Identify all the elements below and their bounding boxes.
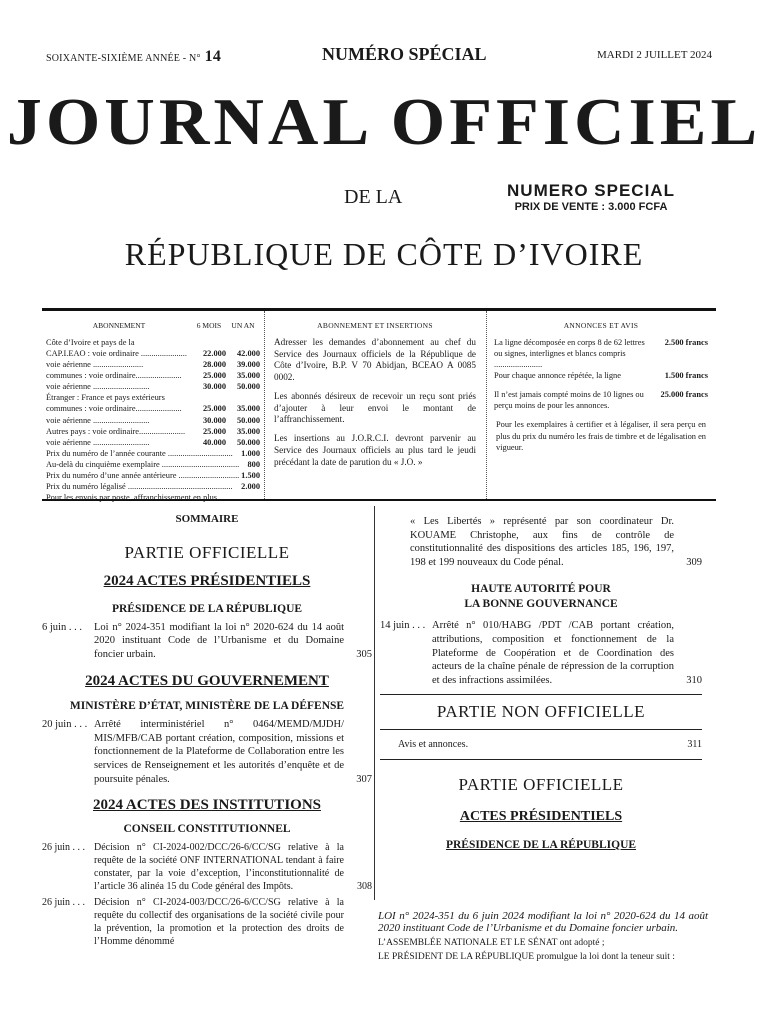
rate-label: Côte d’Ivoire et pays de la	[46, 337, 135, 347]
rate-six-months: 25.000	[202, 371, 226, 381]
sommaire-entry-2: 20 juin . . . Arrêté interministériel n° 0464/MEMD/MJDH/ MIS/MFB/CAB portant création, composition, missions et fonctionnement de la Plateforme de Collaboration entre les services de Renseignement et les autorités d’enquête et de poursuite pénales. 307	[42, 719, 372, 785]
rate-six-months	[239, 459, 247, 470]
rate-label: Prix du numéro de l’année courante ...............................	[46, 448, 233, 458]
column-divider	[374, 506, 375, 900]
rates-list	[42, 337, 264, 503]
rate-label: Autres pays : voie ordinaire......................	[46, 426, 186, 436]
rate-six-months	[233, 448, 241, 459]
special-box-price: PRIX DE VENTE : 3.000 FCFA	[514, 201, 668, 213]
annonce-rate-2: Pour chaque annonce répétée, la ligne 1.500 francs	[494, 371, 708, 381]
insertions-column	[264, 311, 487, 499]
rate-row	[42, 348, 264, 359]
sommaire-right	[380, 512, 702, 853]
special-label: NUMÉRO SPÉCIAL	[322, 44, 487, 64]
rate-one-year: 35.000	[236, 371, 260, 381]
rate-six-months: 30.000	[202, 382, 226, 392]
rate-row	[42, 370, 264, 381]
partie-officielle-title: PARTIE OFFICIELLE	[124, 543, 290, 563]
rate-one-year: 1.500	[241, 471, 260, 481]
rate-row	[42, 426, 264, 437]
rate-label: Étranger : France et pays extérieurs	[46, 393, 165, 403]
rate-six-months: 40.000	[202, 437, 226, 447]
rule	[380, 729, 702, 730]
subscription-box	[42, 308, 716, 501]
rate-row	[42, 392, 264, 403]
rate-label: voie aérienne ...........................	[46, 415, 150, 425]
rate-label: Au-delà du cinquième exemplaire .....................................	[46, 459, 240, 469]
rate-row	[42, 437, 264, 448]
rate-six-months: 28.000	[202, 360, 226, 370]
rates-header-label: ABONNEMENT	[92, 321, 146, 330]
rate-one-year: 35.000	[236, 404, 260, 414]
rate-row	[42, 448, 264, 459]
rate-six-months	[219, 492, 239, 503]
rate-six-months	[192, 337, 226, 348]
rate-row	[42, 481, 264, 492]
annonce-rate-1: La ligne décomposée en corps 8 de 62 lettres ou signes, interlignes et blancs compris ....................... 2.500 francs	[494, 337, 708, 370]
rate-row	[42, 459, 264, 470]
sommaire-entry-3: 26 juin . . . Décision n° CI-2024-002/DCC/26-6/CC/SG relative à la requête de la société ONF INTERNATIONAL tendant à faire constater, par la voie d’exception, l’inconstitutionnalité de l’article 36 alinéa 15 du Code général des Impôts. 308	[42, 841, 372, 892]
issue-number: 14	[204, 48, 222, 65]
partie-non-officielle-title: PARTIE NON OFFICIELLE	[436, 701, 646, 721]
rule	[380, 694, 702, 695]
rate-row	[42, 470, 264, 481]
loi-title: LOI n° 2024-351 du 6 juin 2024 modifiant la loi n° 2020-624 du 14 août 2020 instituant Code de l’Urbanisme et du Domaine foncier urbain.	[378, 910, 708, 934]
annonces-column	[486, 311, 716, 499]
rate-one-year: 50.000	[236, 415, 260, 425]
subscription-rates-column	[42, 311, 265, 503]
rate-row	[42, 492, 264, 503]
rate-one-year	[226, 337, 260, 348]
issue-date: MARDI 2 JUILLET 2024	[597, 49, 712, 61]
rate-one-year: 1.000	[241, 448, 260, 458]
rate-label: voie aérienne ...........................	[46, 382, 150, 392]
edition-label: SOIXANTE-SIXIÈME ANNÉE - N° 14	[46, 48, 222, 65]
rate-one-year	[226, 392, 260, 403]
rate-one-year: 39.000	[236, 360, 260, 370]
sommaire-entry-continued: « Les Libertés » représenté par son coordinateur Dr. KOUAME Christophe, aux fins de contrôle de constitutionnalité des dispositions des articles 185, 196, 197, 198 et 199 nouveaux du Code pénal. 309	[410, 516, 702, 568]
rate-one-year: 50.000	[236, 437, 260, 447]
rate-six-months: 25.000	[202, 426, 226, 436]
rate-one-year: 35.000	[236, 426, 260, 436]
special-box-title: NUMERO SPECIAL	[507, 181, 675, 200]
rate-row	[42, 415, 264, 426]
rate-row	[42, 337, 264, 348]
rate-label: voie aérienne ...........................	[46, 437, 150, 447]
loi-block	[378, 910, 708, 962]
rate-six-months	[233, 481, 242, 492]
rate-one-year: 800	[247, 459, 260, 469]
sommaire-entry-1: 6 juin . . . Loi n° 2024-351 modifiant la loi n° 2020-624 du 14 août 2020 instituant Code de l’Urbanisme et du Domaine foncier urbain. 305	[42, 621, 372, 661]
rate-row	[42, 403, 264, 414]
presidence-heading-2: PRÉSIDENCE DE LA RÉPUBLIQUE	[445, 839, 637, 852]
loi-promulgated: LE PRÉSIDENT DE LA RÉPUBLIQUE promulgue la loi dont la teneur suit :	[378, 952, 675, 962]
presidence-heading: PRÉSIDENCE DE LA RÉPUBLIQUE	[111, 602, 303, 615]
conseil-constitutionnel-heading: CONSEIL CONSTITUTIONNEL	[123, 822, 291, 835]
insertions-header: ABONNEMENT ET INSERTIONS	[317, 321, 433, 330]
top-line	[46, 44, 712, 64]
rates-header-year: UN AN	[231, 321, 255, 330]
rule	[380, 759, 702, 760]
rate-row	[42, 381, 264, 392]
actes-presidentiels-heading: 2024 ACTES PRÉSIDENTIELS	[103, 573, 311, 590]
rate-label: communes : voie ordinaire......................	[46, 404, 182, 414]
bonne-gouvernance-heading: LA BONNE GOUVERNANCE	[464, 597, 618, 610]
republic-title: RÉPUBLIQUE DE CÔTE D’IVOIRE	[124, 236, 644, 272]
actes-institutions-heading: 2024 ACTES DES INSTITUTIONS	[93, 797, 321, 814]
de-la-label: DE LA	[344, 186, 403, 208]
rate-one-year: 2.000	[241, 482, 260, 492]
rates-header	[46, 321, 260, 331]
rate-one-year: 50.000	[236, 382, 260, 392]
rate-label: Prix du numéro légalisé ..................................................	[46, 482, 233, 492]
rate-six-months: 25.000	[202, 404, 226, 414]
annonce-rate-3: Il n’est jamais compté moins de 10 lignes ou perçu moins de pour les annonces. 25.000 francs	[494, 390, 708, 411]
special-box	[496, 181, 686, 213]
masthead-title: JOURNAL OFFICIEL	[6, 85, 762, 160]
annonce-para: Pour les exemplaires à certifier et à légaliser, il sera perçu en plus du prix du numéro les frais de timbre et de légalisation en vigueur.	[496, 420, 706, 452]
rate-label: Pour les envois par poste, affranchissement en plus.	[46, 493, 220, 503]
insertions-para-3: Les insertions au J.O.R.C.I. devront parvenir au Service des Journaux officiels au plus tard le jeudi précédant la date de parution du « J.O. »	[274, 433, 476, 467]
sommaire-title: SOMMAIRE	[175, 513, 239, 525]
annonces-header: ANNONCES ET AVIS	[563, 321, 639, 330]
rate-one-year: 42.000	[236, 348, 260, 358]
sommaire-entry-4: 26 juin . . . Décision n° CI-2024-003/DCC/26-6/CC/SG relative à la requête du collectif des organisations de la société civile pour la prévention, la promotion et la protection des droits de l’Homme dénommé	[42, 896, 344, 947]
rate-label: CAP.I.EAO : voie ordinaire ......................	[46, 348, 187, 358]
sommaire-entry-5: 14 juin . . . Arrêté n° 010/HABG /PDT /CAB portant création, attributions, composition et fonctionnement de la Plateforme de Coopération et de Coordination des acteurs de la chaîne pénale de répression de la corruption et des infractions assimilées. 310	[380, 620, 702, 686]
rate-one-year	[240, 492, 260, 503]
rate-row	[42, 359, 264, 370]
rates-header-six: 6 MOIS	[196, 321, 222, 330]
avis-entry: Avis et annonces. 311	[398, 738, 702, 750]
rate-label: voie aérienne ........................	[46, 360, 144, 370]
sommaire-left	[42, 512, 372, 951]
ministere-defense-heading: MINISTÈRE D’ÉTAT, MINISTÈRE DE LA DÉFENSE	[69, 700, 345, 713]
actes-gouvernement-heading: 2024 ACTES DU GOUVERNEMENT	[85, 672, 329, 689]
insertions-para-2: Les abonnés désireux de recevoir un reçu sont priés d’ajouter à leur envoi le montant de l’affranchissement.	[274, 390, 476, 425]
insertions-para-1: Adresser les demandes d’abonnement au chef du Service des Journaux officiels de la République de Côte d’Ivoire, B.P. V 70 Abidjan, BCEAO A 0085 0002.	[274, 336, 476, 383]
haute-autorite-heading: HAUTE AUTORITÉ POUR	[471, 582, 611, 595]
rate-label: Prix du numéro d’une année antérieure .............................	[46, 471, 240, 481]
loi-adopted: L’ASSEMBLÉE NATIONALE ET LE SÉNAT ont adopté ;	[378, 938, 605, 948]
rate-six-months	[192, 392, 226, 403]
partie-officielle-title-2: PARTIE OFFICIELLE	[458, 774, 624, 794]
rate-label: communes : voie ordinaire......................	[46, 371, 182, 381]
rate-six-months: 22.000	[202, 348, 226, 358]
actes-presidentiels-heading-2: ACTES PRÉSIDENTIELS	[459, 808, 623, 824]
rate-six-months: 30.000	[202, 415, 226, 425]
